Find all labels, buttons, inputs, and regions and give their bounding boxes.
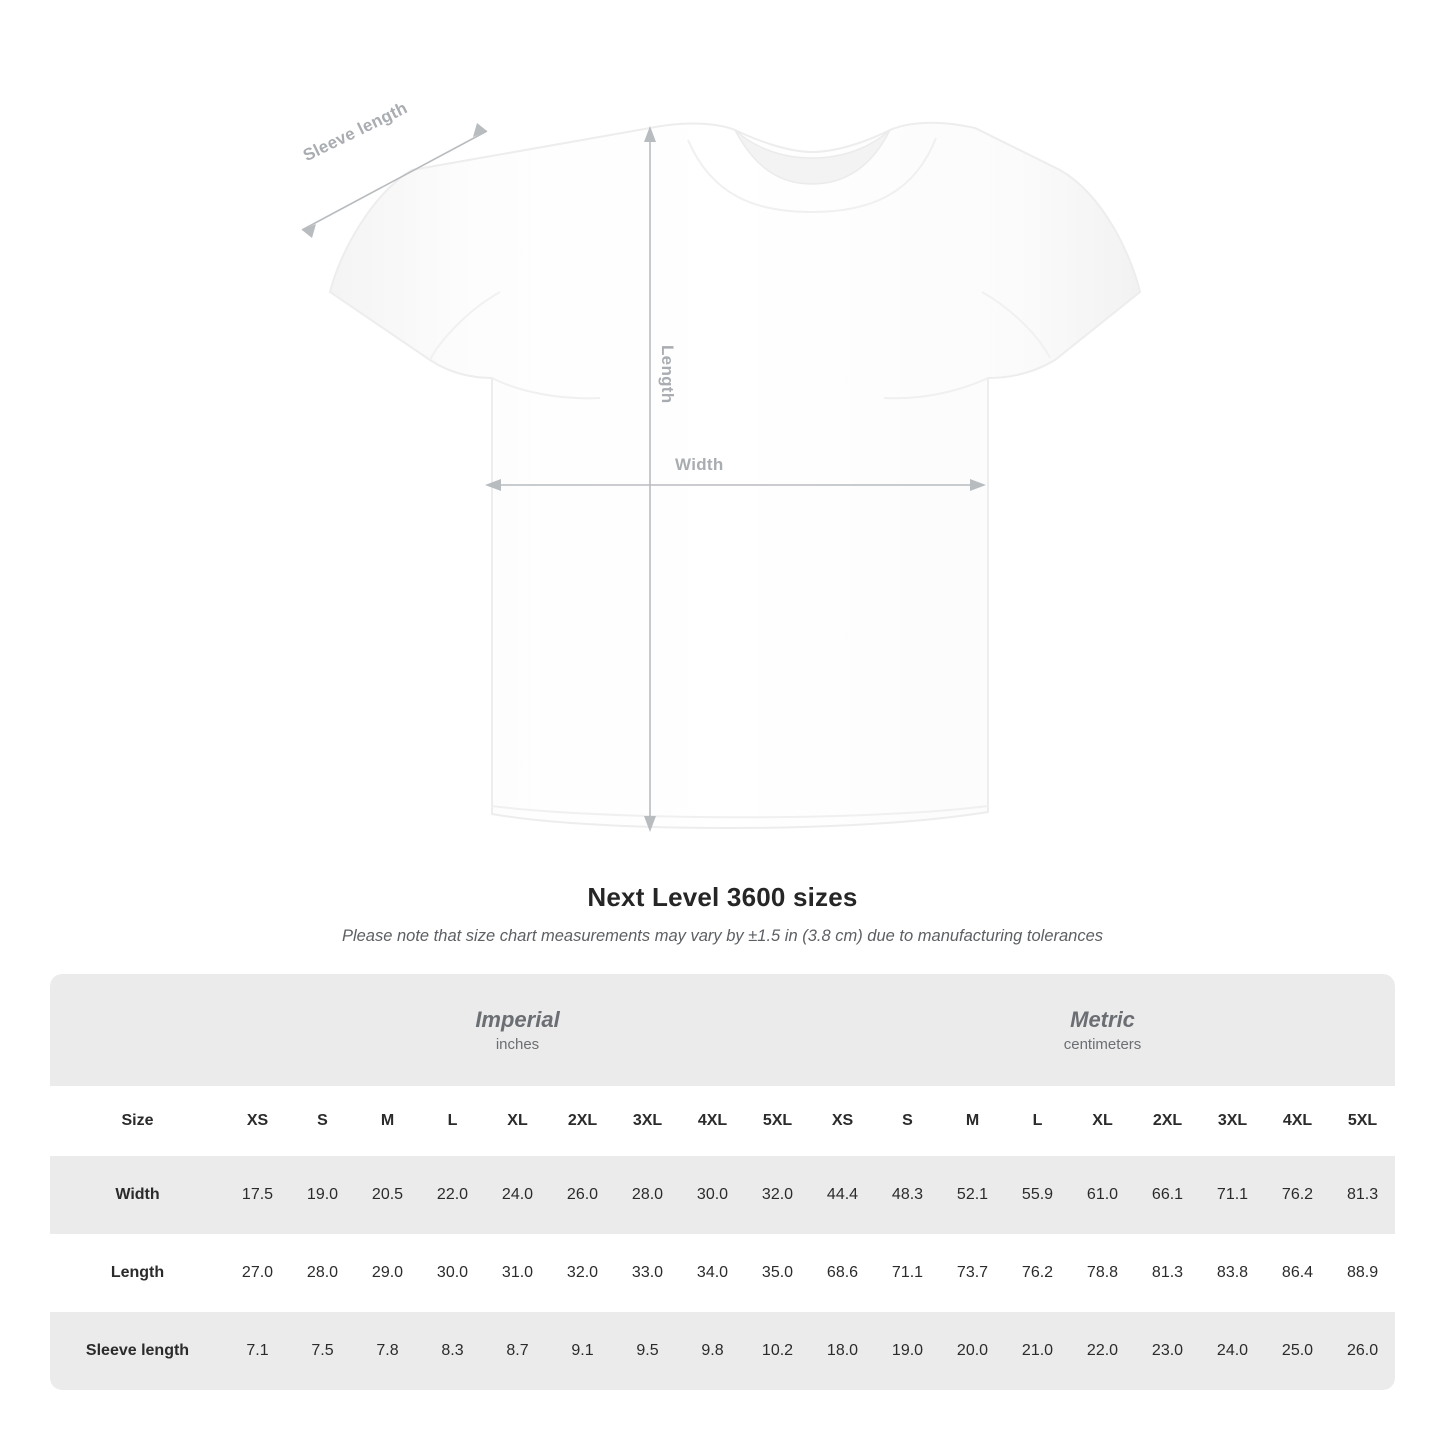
cell-width-metric-2xl: 66.1 [1135, 1156, 1200, 1234]
cell-sleeve-length-imperial-xs: 7.1 [225, 1312, 290, 1390]
unit-group-subtitle: inches [495, 1036, 540, 1054]
size-header-imperial-2xl: 2XL [550, 1086, 615, 1156]
cell-length-imperial-5xl: 35.0 [745, 1234, 810, 1312]
cell-sleeve-length-metric-m: 20.0 [940, 1312, 1005, 1390]
unit-header-spacer [50, 974, 225, 1086]
cell-sleeve-length-imperial-3xl: 9.5 [615, 1312, 680, 1390]
size-header-metric-s: S [875, 1086, 940, 1156]
title-block [0, 882, 1445, 946]
table-row [50, 1312, 1395, 1390]
cell-sleeve-length-imperial-2xl: 9.1 [550, 1312, 615, 1390]
cell-length-metric-5xl: 88.9 [1330, 1234, 1395, 1312]
cell-length-metric-xl: 78.8 [1070, 1234, 1135, 1312]
table-row [50, 1156, 1395, 1234]
cell-length-imperial-m: 29.0 [355, 1234, 420, 1312]
cell-length-metric-m: 73.7 [940, 1234, 1005, 1312]
cell-length-imperial-s: 28.0 [290, 1234, 355, 1312]
cell-width-imperial-s: 19.0 [290, 1156, 355, 1234]
size-row-label: Size [50, 1086, 225, 1156]
cell-length-imperial-xs: 27.0 [225, 1234, 290, 1312]
cell-width-imperial-2xl: 26.0 [550, 1156, 615, 1234]
cell-sleeve-length-metric-4xl: 25.0 [1265, 1312, 1330, 1390]
size-header-imperial-s: S [290, 1086, 355, 1156]
cell-sleeve-length-metric-3xl: 24.0 [1200, 1312, 1265, 1390]
cell-sleeve-length-metric-xl: 22.0 [1070, 1312, 1135, 1390]
cell-length-metric-4xl: 86.4 [1265, 1234, 1330, 1312]
size-header-metric-xl: XL [1070, 1086, 1135, 1156]
size-table-wrapper [50, 974, 1395, 1390]
cell-sleeve-length-metric-2xl: 23.0 [1135, 1312, 1200, 1390]
cell-sleeve-length-imperial-m: 7.8 [355, 1312, 420, 1390]
size-header-imperial-xs: XS [225, 1086, 290, 1156]
cell-sleeve-length-imperial-xl: 8.7 [485, 1312, 550, 1390]
row-label-length: Length [50, 1234, 225, 1312]
cell-sleeve-length-imperial-4xl: 9.8 [680, 1312, 745, 1390]
size-header-imperial-5xl: 5XL [745, 1086, 810, 1156]
tolerance-note: Please note that size chart measurements may vary by ±1.5 in (3.8 cm) due to manufacturing tolerances [341, 927, 1104, 945]
unit-group-title: Imperial [475, 1006, 560, 1032]
unit-header-row [50, 974, 1395, 1086]
cell-width-metric-m: 52.1 [940, 1156, 1005, 1234]
length-dimension-label: Length [658, 345, 677, 404]
cell-length-imperial-4xl: 34.0 [680, 1234, 745, 1312]
cell-width-metric-4xl: 76.2 [1265, 1156, 1330, 1234]
width-dimension-label: Width [675, 455, 724, 474]
size-header-imperial-l: L [420, 1086, 485, 1156]
cell-width-metric-xl: 61.0 [1070, 1156, 1135, 1234]
cell-length-imperial-l: 30.0 [420, 1234, 485, 1312]
size-header-metric-3xl: 3XL [1200, 1086, 1265, 1156]
cell-width-imperial-5xl: 32.0 [745, 1156, 810, 1234]
size-header-imperial-4xl: 4XL [680, 1086, 745, 1156]
size-header-imperial-m: M [355, 1086, 420, 1156]
cell-sleeve-length-imperial-5xl: 10.2 [745, 1312, 810, 1390]
cell-width-metric-xs: 44.4 [810, 1156, 875, 1234]
cell-length-imperial-xl: 31.0 [485, 1234, 550, 1312]
cell-sleeve-length-metric-l: 21.0 [1005, 1312, 1070, 1390]
cell-sleeve-length-metric-5xl: 26.0 [1330, 1312, 1395, 1390]
cell-sleeve-length-metric-xs: 18.0 [810, 1312, 875, 1390]
unit-group-subtitle: centimeters [1063, 1036, 1142, 1054]
size-header-metric-xs: XS [810, 1086, 875, 1156]
cell-length-metric-s: 71.1 [875, 1234, 940, 1312]
size-header-metric-m: M [940, 1086, 1005, 1156]
cell-length-metric-l: 76.2 [1005, 1234, 1070, 1312]
cell-length-imperial-2xl: 32.0 [550, 1234, 615, 1312]
row-label-width: Width [50, 1156, 225, 1234]
cell-width-imperial-m: 20.5 [355, 1156, 420, 1234]
table-row [50, 1234, 1395, 1312]
cell-length-metric-xs: 68.6 [810, 1234, 875, 1312]
size-header-imperial-xl: XL [485, 1086, 550, 1156]
unit-group-metric [810, 974, 1395, 1086]
size-header-metric-4xl: 4XL [1265, 1086, 1330, 1156]
cell-width-imperial-4xl: 30.0 [680, 1156, 745, 1234]
sleeve-length-dimension-label: Sleeve length [300, 98, 411, 166]
cell-width-imperial-xl: 24.0 [485, 1156, 550, 1234]
size-header-metric-2xl: 2XL [1135, 1086, 1200, 1156]
cell-width-imperial-l: 22.0 [420, 1156, 485, 1234]
size-table [50, 974, 1395, 1390]
cell-length-metric-2xl: 81.3 [1135, 1234, 1200, 1312]
unit-group-title: Metric [1070, 1006, 1135, 1032]
size-header-row [50, 1086, 1395, 1156]
cell-width-metric-s: 48.3 [875, 1156, 940, 1234]
cell-length-metric-3xl: 83.8 [1200, 1234, 1265, 1312]
page-title: Next Level 3600 sizes [587, 882, 858, 912]
cell-width-metric-3xl: 71.1 [1200, 1156, 1265, 1234]
cell-width-metric-5xl: 81.3 [1330, 1156, 1395, 1234]
row-label-sleeve-length: Sleeve length [50, 1312, 225, 1390]
cell-sleeve-length-metric-s: 19.0 [875, 1312, 940, 1390]
cell-width-metric-l: 55.9 [1005, 1156, 1070, 1234]
cell-sleeve-length-imperial-l: 8.3 [420, 1312, 485, 1390]
cell-sleeve-length-imperial-s: 7.5 [290, 1312, 355, 1390]
cell-width-imperial-xs: 17.5 [225, 1156, 290, 1234]
cell-length-imperial-3xl: 33.0 [615, 1234, 680, 1312]
size-header-metric-5xl: 5XL [1330, 1086, 1395, 1156]
cell-width-imperial-3xl: 28.0 [615, 1156, 680, 1234]
size-header-metric-l: L [1005, 1086, 1070, 1156]
size-header-imperial-3xl: 3XL [615, 1086, 680, 1156]
unit-group-imperial [225, 974, 810, 1086]
